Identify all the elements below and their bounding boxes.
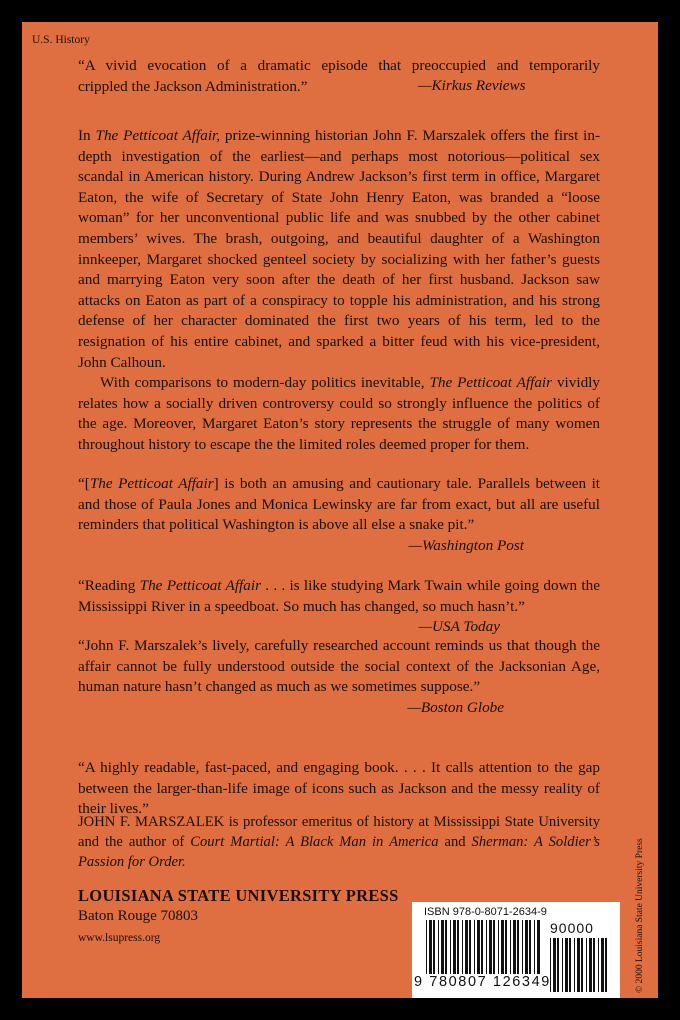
review-quote-source: —Boston Globe [407,698,504,716]
barcode-bar [557,938,559,992]
barcode-bar [505,920,507,974]
barcode-bar [529,920,531,974]
review-quote-text [78,636,600,698]
barcode-bar [510,920,511,974]
review-quote-body: . . . is like studying Mark Twain while going down the Mississippi River in a speedboat. So much has changed, so much hasn’t.” [78,577,600,615]
isbn-barcode [412,902,620,998]
barcode-bar [565,938,568,992]
review-quote-pre: “[ [78,475,90,492]
lead-quote [78,56,600,97]
back-cover [22,22,658,998]
review-quote [78,636,600,718]
description-p2-book-title: The Petticoat Affair [429,374,553,392]
author-bio-text-b: and [438,834,472,850]
review-quote-text [78,474,600,536]
review-quote-text [78,758,600,820]
barcode-bar [433,920,435,974]
barcode-bar [562,938,563,992]
barcode-digits: 9 780807 126349 [414,974,551,990]
copyright-text: © 2000 Louisiana State University Press [635,838,645,993]
barcode-bar [486,920,487,974]
description-p2-text-b: vividly relates how a socially driven controversy could so strongly influence the politics of the age. Moreover, Margaret Eaton’s story represents the struggle of many women throughout history to escape the the limited roles deemed proper for them. [78,374,600,453]
review-quote-book-title: The Petticoat Affair [139,577,261,594]
publisher-city: Baton Rouge 70803 [78,908,198,924]
barcode-bar [574,938,575,992]
description-p2-text-a: With comparisons to modern-day politics inevitable, [100,374,430,392]
review-quote-book-title: The Petticoat Affair [89,475,214,492]
review-quote [78,760,600,820]
author-bio-book-1: Court Martial: A Black Man in America [190,834,439,850]
barcode-bar [577,938,580,992]
barcode-bar [474,920,475,974]
barcode-bar [498,920,499,974]
review-quote-body: ] is both an amusing and cautionary tale. Parallels between it and those of Paula Jones and Monica Lewinsky are far from exact, but all are useful reminders that political Washington is above all else a snake pit.” [78,475,601,534]
price-addon: 90000 [550,920,594,936]
description-paragraph-1 [78,126,600,373]
review-quote-source: —Washington Post [408,536,524,554]
description [78,126,600,456]
barcode-bar [581,938,583,992]
author-bio-book-2: Sherman: A Soldier’s Passion for Order. [78,834,600,870]
barcode-bar [513,920,516,974]
description-p1-text-b: prize-winning historian John F. Marszalek offers the first in-depth investigation of the earliest—and perhaps most notorious—political sex scandal in American history. During Andrew Jackson’s first term in office, Margaret Eaton, the wife of Secretary of State John Henry Eaton, was branded a “loose woman” for her unconventional public life and was snubbed by the other cabinet members’ wives. The brash, outgoing, and beautiful daughter of a Washington innkeeper, Margaret shocked genteel society by socializing with her father’s guests and marrying Eaton very soon after the death of her first husband. Jackson saw attacks on Eaton as part of a conspiracy to topple his administration, and his strong defense of her character dominated the first two years of his term, led to the resignation of his entire cabinet, and sparked a bitter feud with his vice-president, John Calhoun. [78,127,601,371]
barcode-bar [493,920,495,974]
review-quote-body: “A highly readable, fast-paced, and engaging book. . . . It calls attention to the gap between the larger-than-life image of icons such as Jackson and the messy reality of their lives.” [78,759,600,818]
publisher-url[interactable]: www.lsupress.org [78,932,161,944]
barcode-bar [426,920,427,974]
barcode-bar [517,920,519,974]
description-p1-text-a: In [78,127,96,144]
lead-quote-source: —Kirkus Reviews [418,77,526,94]
barcode-bar [598,938,599,992]
barcode-bar [481,920,483,974]
description-p1-book-title: The Petticoat Affair, [95,127,221,144]
barcode-bar [441,920,444,974]
barcode-bar [457,920,459,974]
barcode-bar [522,920,523,974]
barcode-bar [450,920,451,974]
barcode-bar [586,938,587,992]
review-quote-source: —USA Today [418,618,500,636]
review-quote [78,576,600,638]
barcode-bar [537,920,540,974]
barcode-bar [534,920,535,974]
barcode-bar [569,938,571,992]
barcode-bar [601,938,604,992]
barcode-bar [489,920,492,974]
barcode-bar [553,938,556,992]
category-label: U.S. History [32,34,90,46]
review-quote-body: “John F. Marszalek’s lively, carefully researched account reminds us that though the affair cannot be fully understood outside the social context of the Jacksonian Age, human nature hasn’t changed as much as we sometimes suppose.” [78,637,600,696]
barcode-bar [453,920,456,974]
barcode-bar [465,920,468,974]
description-paragraph-2 [78,373,600,455]
barcode-bar [525,920,528,974]
copyright-notice [622,818,645,993]
barcode-bar [593,938,595,992]
author-bio-text-a: JOHN F. MARSZALEK is professor emeritus of history at Mississippi State University and the author of [78,814,600,850]
publisher-name: LOUISIANA STATE UNIVERSITY PRESS [78,886,399,905]
barcode-bar [605,938,607,992]
isbn-number: ISBN 978-0-8071-2634-9 [424,906,547,918]
lead-quote-line2: crippled the Jackson Administration.” [78,77,308,95]
review-quote-text [78,576,600,617]
barcode-bar [501,920,504,974]
barcode-bar [469,920,471,974]
author-bio [78,812,600,872]
barcode-bar [438,920,439,974]
barcode-bar [445,920,447,974]
review-quote [78,474,600,556]
review-quote-pre: “Reading [78,577,140,594]
barcode-bar [589,938,592,992]
barcode-bar [429,920,432,974]
barcode-bar [462,920,463,974]
lead-quote-line1: “A vivid evocation of a dramatic episode that preoccupied and temporarily [78,57,600,74]
barcode-bar [477,920,480,974]
